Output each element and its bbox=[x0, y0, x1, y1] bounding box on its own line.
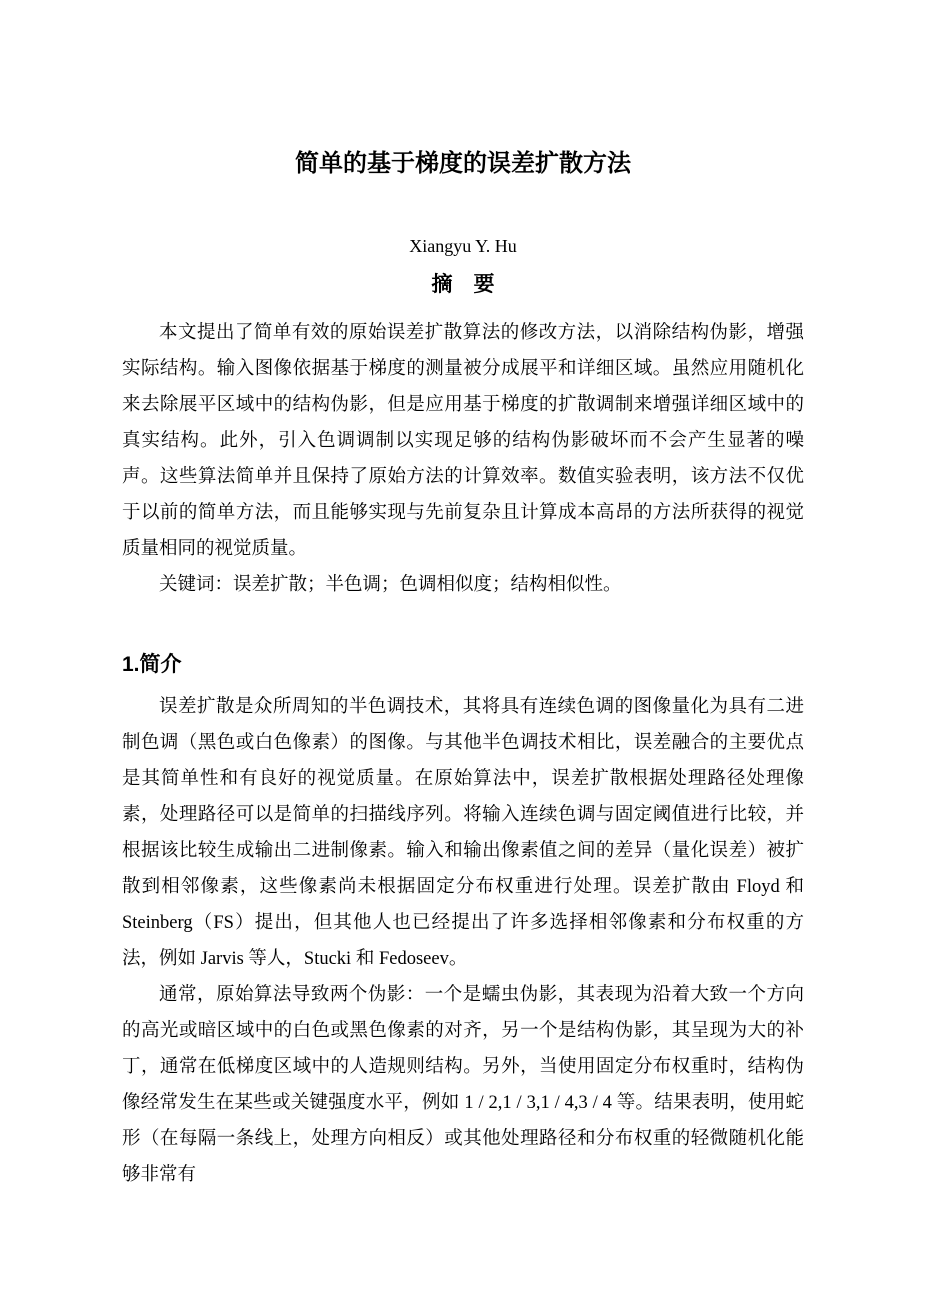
section-1-paragraph-2: 通常，原始算法导致两个伪影：一个是蠕虫伪影，其表现为沿着大致一个方向的高光或暗区域中的白色或黑色像素的对齐，另一个是结构伪影，其呈现为大的补丁，通常在低梯度区域中的人造规则结构。另外，当使用固定分布权重时，结构伪像经常发生在某些或关键强度水平，例如 1 / 2,1 / 3,1 / 4,3 / 4 等。结果表明，使用蛇形（在每隔一条线上，处理方向相反）或其他处理路径和分布权重的轻微随机化能够非常有 bbox=[122, 985, 804, 1185]
section-1-paragraph-1: 误差扩散是众所周知的半色调技术，其将具有连续色调的图像量化为具有二进制色调（黑色或白色像素）的图像。与其他半色调技术相比，误差融合的主要优点是其简单性和有良好的视觉质量。在原始算法中，误差扩散根据处理路径处理像素，处理路径可以是简单的扫描线序列。将输入连续色调与固定阈值进行比较，并根据该比较生成输出二进制像素。输入和输出像素值之间的差异（量化误差）被扩散到相邻像素，这些像素尚未根据固定分布权重进行处理。误差扩散由 Floyd 和 Steinberg（FS）提出，但其他人也已经提出了许多选择相邻像素和分布权重的方法，例如 Jarvis 等人，Stucki 和 Fedoseev。 bbox=[122, 697, 804, 969]
document-title: 简单的基于梯度的误差扩散方法 bbox=[295, 150, 631, 177]
author-name: Xiangyu Y. Hu bbox=[409, 236, 517, 256]
keywords-line: 关键词：误差扩散；半色调；色调相似度；结构相似性。 bbox=[159, 575, 622, 595]
section-1-heading: 1.简介 bbox=[122, 653, 182, 676]
abstract-paragraph: 本文提出了简单有效的原始误差扩散算法的修改方法，以消除结构伪影，增强实际结构。输入图像依据基于梯度的测量被分成展平和详细区域。虽然应用随机化来去除展平区域中的结构伪影，但是应用基于梯度的扩散调制来增强详细区域中的真实结构。此外，引入色调调制以实现足够的结构伪影破坏而不会产生显著的噪声。这些算法简单并且保持了原始方法的计算效率。数值实验表明，该方法不仅优于以前的简单方法，而且能够实现与先前复杂且计算成本高昂的方法所获得的视觉质量相同的视觉质量。 bbox=[122, 323, 804, 559]
document-body bbox=[122, 315, 804, 1193]
abstract-heading: 摘 要 bbox=[431, 273, 495, 296]
